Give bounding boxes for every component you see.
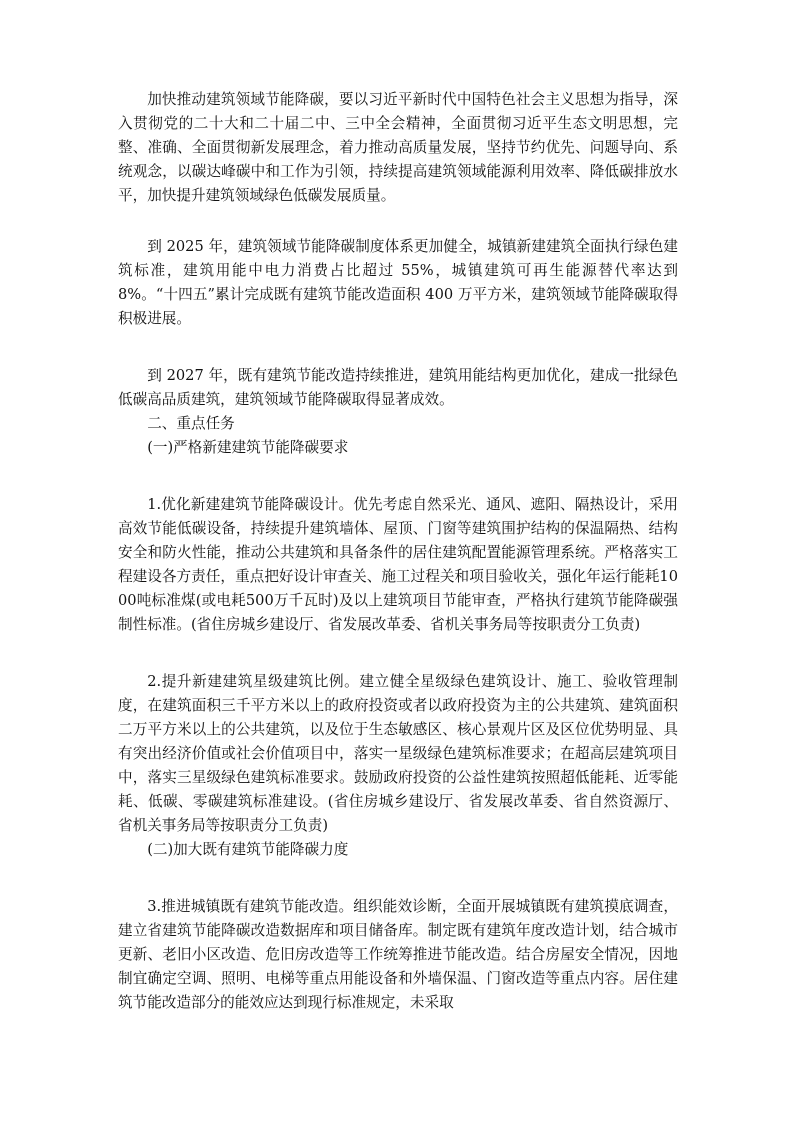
paragraph-task-3: 3.推进城镇既有建筑节能改造。组织能效诊断，全面开展城镇既有建筑摸底调查，建立省建筑节能降碳改造数据库和项目储备库。制定既有建筑年度改造计划，结合城市更新、老旧小区改造、危旧房改造等工作统筹推进节能改造。结合房屋安全情况，因地制宜确定空调、照明、电梯等重点用能设备和外墙保温、门窗改造等重点内容。居住建筑节能改造部分的能效应达到现行标准规定，未采取 [118,898,678,1011]
paragraph-2027-target: 到 2027 年，既有建筑节能改造持续推进，建筑用能结构更加优化，建成一批绿色低碳高品质建筑，建筑领域节能降碳取得显著成效。 [118,367,678,408]
paragraph-task-1: 1.优化新建建筑节能降碳设计。优先考虑自然采光、通风、遮阳、隔热设计，采用高效节能低碳设备，持续提升建筑墙体、屋顶、门窗等建筑围护结构的保温隔热、结构安全和防火性能，推动公共建筑和具备条件的居住建筑配置能源管理系统。严格落实工程建设各方责任，重点把好设计审查关、施工过程关和项目验收关，强化年运行能耗1000吨标准煤(或电耗500万千瓦时)及以上建筑项目节能审查，严格执行建筑节能降碳强制性标准。(省住房城乡建设厅、省发展改革委、省机关事务局等按职责分工负责) [118,496,678,633]
subsection-heading-new-buildings: (一)严格新建建筑节能降碳要求 [147,439,349,456]
document-page [118,88,678,1015]
section-heading-key-tasks: 二、重点任务 [147,415,235,432]
paragraph-2025-target: 到 2025 年，建筑领域节能降碳制度体系更加健全，城镇新建建筑全面执行绿色建筑标准，建筑用能中电力消费占比超过 55%，城镇建筑可再生能源替代率达到 8%。“十四五”累计完成既有建筑节能改造面积 400 万平方米，建筑领域节能降碳取得积极进展。 [118,238,678,327]
subsection-heading-existing-buildings: (二)加大既有建筑节能降碳力度 [147,841,349,858]
paragraph-task-2: 2.提升新建建筑星级建筑比例。建立健全星级绿色建筑设计、施工、验收管理制度，在建筑面积三千平方米以上的政府投资或者以政府投资为主的公共建筑、建筑面积二万平方米以上的公共建筑，以及位于生态敏感区、核心景观片区及区位优势明显、具有突出经济价值或社会价值项目中，落实一星级绿色建筑标准要求；在超高层建筑项目中，落实三星级绿色建筑标准要求。鼓励政府投资的公益性建筑按照超低能耗、近零能耗、低碳、零碳建筑标准建设。(省住房城乡建设厅、省发展改革委、省自然资源厅、省机关事务局等按职责分工负责) [118,673,678,834]
paragraph-intro: 加快推动建筑领域节能降碳，要以习近平新时代中国特色社会主义思想为指导，深入贯彻党的二十大和二十届二中、三中全会精神，全面贯彻习近平生态文明思想，完整、准确、全面贯彻新发展理念，着力推动高质量发展，坚持节约优先、问题导向、系统观念，以碳达峰碳中和工作为引领，持续提高建筑领域能源利用效率、降低碳排放水平，加快提升建筑领域绿色低碳发展质量。 [118,91,678,204]
